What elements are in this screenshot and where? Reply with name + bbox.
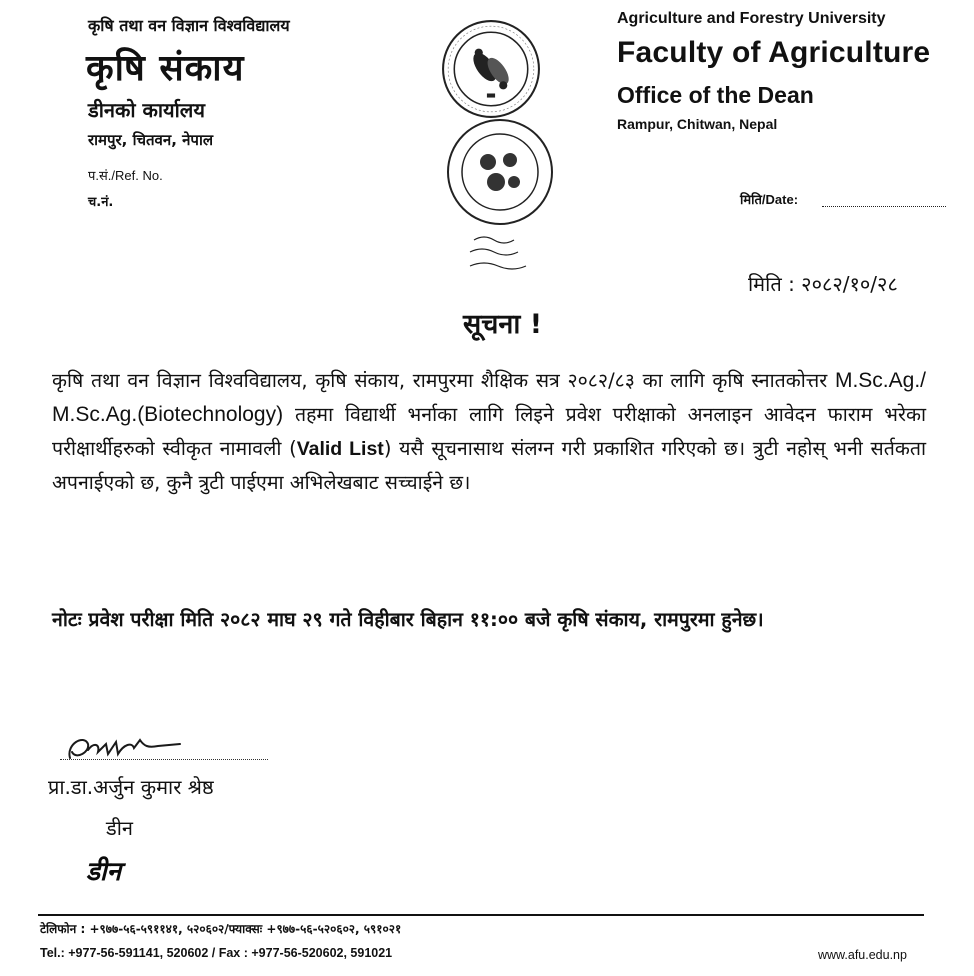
np-address: रामपुर, चितवन, नेपाल	[88, 131, 214, 149]
footer-contact-en: Tel.: +977-56-591141, 520602 / Fax : +977-56-520602, 591021	[40, 946, 393, 960]
exam-note: नोटः प्रवेश परीक्षा मिति २०८२ माघ २९ गते विहीबार बिहान ११:०० बजे कृषि संकाय, रामपुरमा हुनेछ।	[52, 608, 764, 631]
signatory-name: प्रा.डा.अर्जुन कुमार श्रेष्ठ	[48, 775, 214, 799]
notice-body	[52, 364, 926, 500]
en-faculty-name: Faculty of Agriculture	[617, 36, 931, 69]
dispatch-number-label: च.नं.	[88, 195, 114, 210]
dean-stamp-text: डीन	[86, 857, 122, 887]
np-office-name: डीनको कार्यालय	[88, 98, 205, 122]
dean-office-stamp	[430, 100, 570, 280]
handwritten-signature	[62, 722, 192, 770]
notice-title: सूचना !	[463, 309, 543, 340]
signatory-designation: डीन	[106, 816, 133, 840]
np-university-name: कृषि तथा वन विज्ञान विश्वविद्यालय	[88, 16, 290, 35]
notice-body-part1: कृषि तथा वन विज्ञान विश्वविद्यालय, कृषि संकाय, रामपुरमा शैक्षिक सत्र २०८२/८३ का लागि कृषि स्नातकोत्तर	[52, 369, 828, 392]
footer-divider	[38, 914, 924, 916]
notice-body-part3: ) यसै सूचनासाथ संलग्न गरी प्रकाशित गरिएको छ। त्रुटी नहोस् भनी सर्तकता अपनाईएको छ, कुनै त्रुटी पाईएमा अभिलेखबाट सच्चाईने छ।	[52, 437, 926, 494]
en-office-name: Office of the Dean	[617, 82, 814, 108]
en-address: Rampur, Chitwan, Nepal	[617, 116, 778, 132]
notice-body-valid-list: Valid List	[296, 438, 384, 460]
en-university-name: Agriculture and Forestry University	[617, 10, 886, 27]
np-faculty-name: कृषि संकाय	[86, 48, 245, 89]
ref-number-label: प.सं./Ref. No.	[88, 168, 163, 183]
date-label: मिति/Date:	[740, 192, 799, 207]
notice-date: मिति : २०८२/१०/२८	[748, 272, 898, 296]
notice-body-part2: तहमा विद्यार्थी भर्नाका लागि लिइने प्रवेश परीक्षाको अनलाइन आवेदन फाराम भरेका परीक्षार्थीहरुको स्वीकृत नामावली (	[52, 403, 926, 460]
signature-line	[60, 759, 268, 760]
notice-body-program: M.Sc.Ag./ M.Sc.Ag.(Biotechnology)	[52, 369, 926, 426]
footer-contact-np: टेलिफोन : +९७७-५६-५९११४१, ५२०६०२/फ्याक्सः +९७७-५६-५२०६०२, ५९१०२१	[40, 922, 402, 936]
date-dotted-line	[822, 206, 946, 207]
footer-website: www.afu.edu.np	[818, 948, 907, 962]
